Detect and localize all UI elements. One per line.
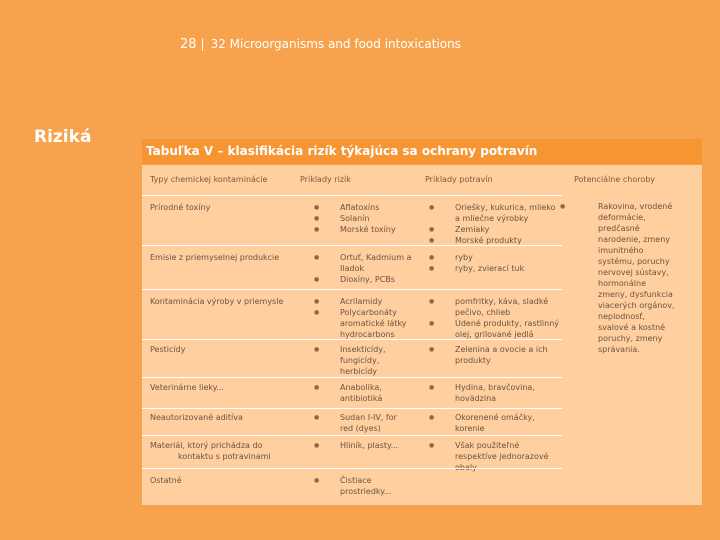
disease-line: systému, poruchy [598,257,670,266]
food-item: ● ryby [429,252,524,263]
table-header-row [142,165,702,191]
table-row [142,377,562,408]
food-item-continuation: respektíve jednorazové [455,452,549,461]
disease-line: nervovej sústavy, [598,268,669,277]
risk-item-continuation: Iladok [340,264,365,273]
risk-item-continuation: prostriedky... [340,487,392,496]
row-type-line: kontaktu s potravinami [178,452,271,461]
row-type-line: Materiál, ktorý prichádza do [150,441,263,450]
header-separator: | [200,37,205,51]
disease-line: viacerých orgánov, [598,301,675,310]
table-row [142,468,562,505]
food-item: ● Hydina, bravčovina, [429,382,535,393]
risk-item: ● Ortuť, Kadmium a [314,252,411,263]
risk-item: ● Dioxíny, PCBs [314,274,411,285]
risk-item: ● Sudan I-IV, for [314,412,397,423]
risk-item: ● Hliník, plasty... [314,440,398,451]
row-type: Ostatné [150,476,182,485]
food-item: ● Zelenina a ovocie a ich [429,344,548,355]
food-item: ● pomfritky, káva, sladké [429,296,559,307]
diseases-cell [560,201,718,355]
page-header [180,37,461,52]
page-number: 28 [180,37,197,52]
row-type [150,440,271,462]
header-title: 32 Microorganisms and food intoxications [210,37,461,51]
side-title: Riziká [34,127,92,147]
disease-line: poruchy, zmeny [598,334,663,343]
food-item-continuation: hovädzina [455,394,497,403]
table-row [142,435,562,472]
risk-item: ● Aflatoxíns [314,202,396,213]
risk-item: ● Acrilamidy [314,296,407,307]
risk-item-continuation: herbicídy [340,367,378,376]
risk-item: ● Polycarbonáty [314,307,407,318]
row-type: Prírodné toxíny [150,203,211,212]
row-type: Veterinárne lieky... [150,383,224,392]
table-title: Tabuľka V – klasifikácia rizík týkajúca sa ochrany potravín [142,139,702,164]
disease-line: správania. [598,345,640,354]
risk-item: ● Morské toxíny [314,224,396,235]
table-row [142,195,562,244]
risk-table [142,165,702,505]
risk-item: ● Solanín [314,213,396,224]
table-row [142,408,562,435]
risk-item: ● Čistiace [314,475,391,486]
food-item-continuation: korenie [455,424,485,433]
food-item-continuation: obaly [455,463,477,472]
row-type: Neautorizované aditíva [150,413,243,422]
risk-item-continuation: hydrocarbons [340,330,395,339]
risk-item-continuation: fungicídy, [340,356,380,365]
row-type: Kontaminácia výroby v priemysle [150,297,284,306]
food-item: ● Orieškу, kukurica, mlieko [429,202,556,213]
disease-line: svalové a kostné [598,323,666,332]
column-header-foods: Príklady potravín [425,175,493,184]
food-item-continuation: a mliečne výrobky [455,214,529,223]
table-row [142,339,562,380]
risk-item-continuation: red (dyes) [340,424,381,433]
row-type: Pesticídy [150,345,186,354]
food-item: ● Okorenené omáčky, [429,412,535,423]
risk-item: ● Anabolika, [314,382,382,393]
row-type: Emisie z priemyselnej produkcie [150,253,280,262]
food-item-continuation: pečivo, chlieb [455,308,511,317]
food-item: ● Však použiteľné [429,440,549,451]
disease-line: neplodnosť, [598,312,646,321]
disease-line: hormonálne [598,279,646,288]
food-item: ● Zemiaky [429,224,556,235]
disease-line: ● Rakovina, vrodené [598,202,673,211]
column-header-risks: Príklady rizík [300,175,351,184]
disease-line: deformácie, [598,213,646,222]
risk-item-continuation: aromatické látky [340,319,407,328]
food-item-continuation: olej, grilované jedlá [455,330,534,339]
column-header-diseases: Potenciálne choroby [574,175,656,184]
food-item: ● Údené produkty, rastlinný [429,318,559,329]
table-row [142,289,562,338]
disease-line: predčasné [598,224,640,233]
food-item: ● ryby, zvierací tuk [429,263,524,274]
food-item: ● Morské produkty [429,235,556,246]
risk-item-continuation: antibiotiká [340,394,383,403]
disease-line: imunitného [598,246,644,255]
column-header-type: Typy chemickej kontaminácie [150,175,268,184]
food-item-continuation: produkty [455,356,491,365]
risk-item: ● Insekticídy, [314,344,386,355]
disease-line: narodenie, zmeny [598,235,670,244]
table-row [142,245,562,288]
disease-line: zmeny, dysfunkcia [598,290,673,299]
